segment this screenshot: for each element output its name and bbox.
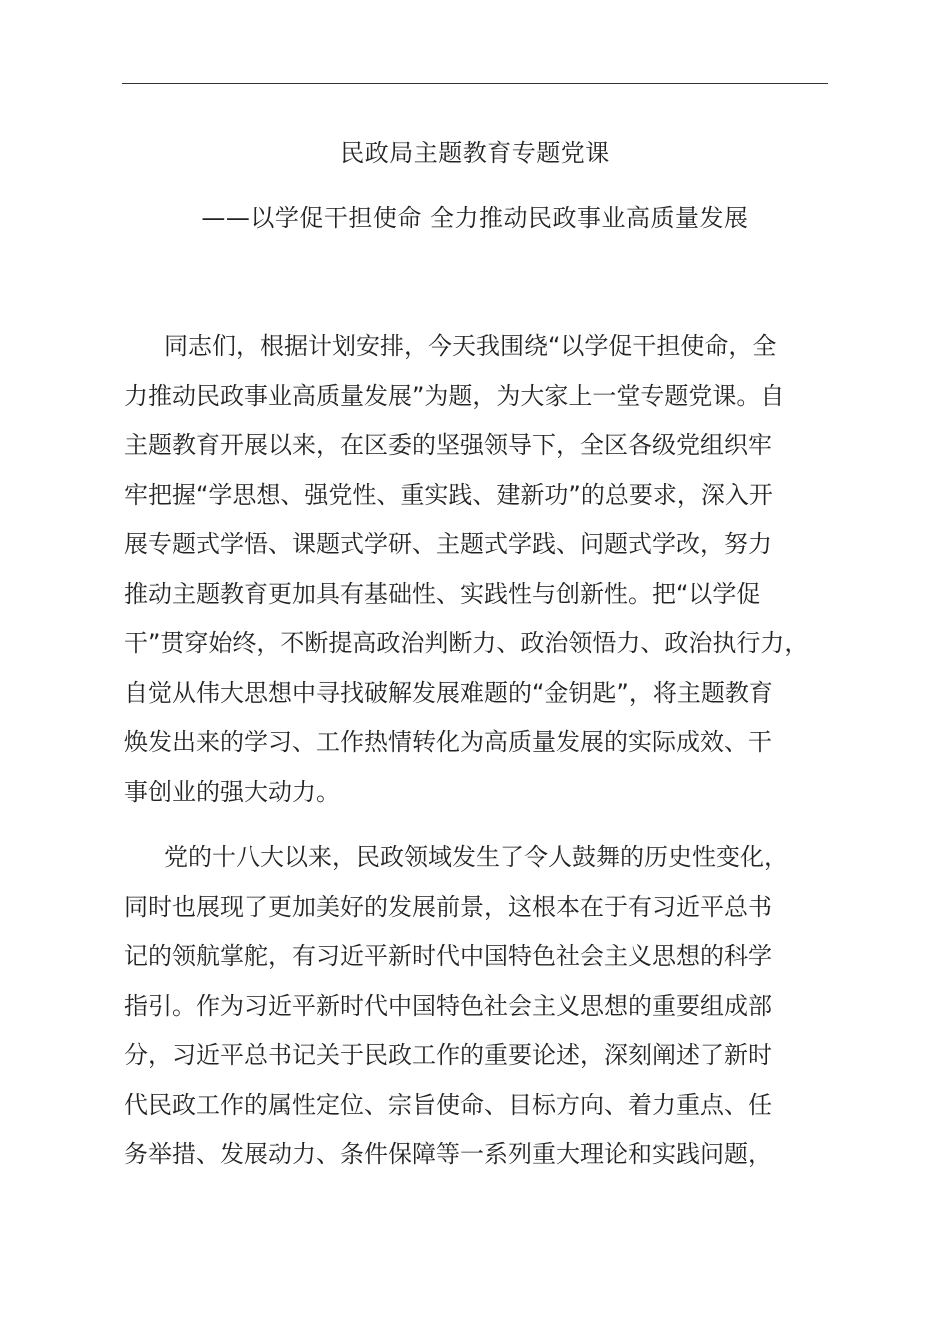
paragraph-line: 展专题式学悟、课题式学研、主题式学践、问题式学改，努力 <box>124 530 772 558</box>
paragraph-line: 同志们，根据计划安排，今天我围绕“以学促干担使命，全 <box>164 332 777 360</box>
document-subtitle: ——以学促干担使命 全力推动民政事业高质量发展 <box>201 204 749 232</box>
paragraph-line: 记的领航掌舵，有习近平新时代中国特色社会主义思想的科学 <box>124 942 772 970</box>
paragraph-line: 焕发出来的学习、工作热情转化为高质量发展的实际成效、干 <box>124 728 772 756</box>
paragraph-line: 事创业的强大动力。 <box>124 777 340 806</box>
paragraph-line: 牢把握“学思想、强党性、重实践、建新功”的总要求，深入开 <box>124 480 773 509</box>
paragraph-line: 党的十八大以来，民政领域发生了令人鼓舞的历史性变化， <box>164 843 788 871</box>
paragraph-line: 主题教育开展以来，在区委的坚强领导下，全区各级党组织牢 <box>124 431 772 459</box>
paragraph-gap <box>124 817 828 833</box>
document-title: 民政局主题教育专题党课 <box>340 139 610 167</box>
paragraph-line: 分，习近平总书记关于民政工作的重要论述，深刻阐述了新时 <box>124 1041 772 1069</box>
paragraph-line: 干”贯穿始终，不断提高政治判断力、政治领悟力、政治执行力， <box>124 629 809 657</box>
paragraph-line: 代民政工作的属性定位、宗旨使命、目标方向、着力重点、任 <box>124 1090 772 1119</box>
document-body <box>124 322 828 1180</box>
paragraph-line: 自觉从伟大思想中寻找破解发展难题的“金钥匙”，将主题教育 <box>124 678 773 707</box>
paragraph-line: 务举措、发展动力、条件保障等一系列重大理论和实践问题， <box>124 1140 772 1168</box>
paragraph <box>124 833 828 1180</box>
paragraph-line: 力推动民政事业高质量发展”为题，为大家上一堂专题党课。自 <box>124 381 785 410</box>
paragraph <box>124 322 828 817</box>
paragraph-line: 推动主题教育更加具有基础性、实践性与创新性。把“以学促 <box>124 579 761 608</box>
paragraph-line: 指引。作为习近平新时代中国特色社会主义思想的重要组成部 <box>124 991 772 1020</box>
header-rule <box>122 83 828 84</box>
paragraph-line: 同时也展现了更加美好的发展前景，这根本在于有习近平总书 <box>124 892 772 921</box>
